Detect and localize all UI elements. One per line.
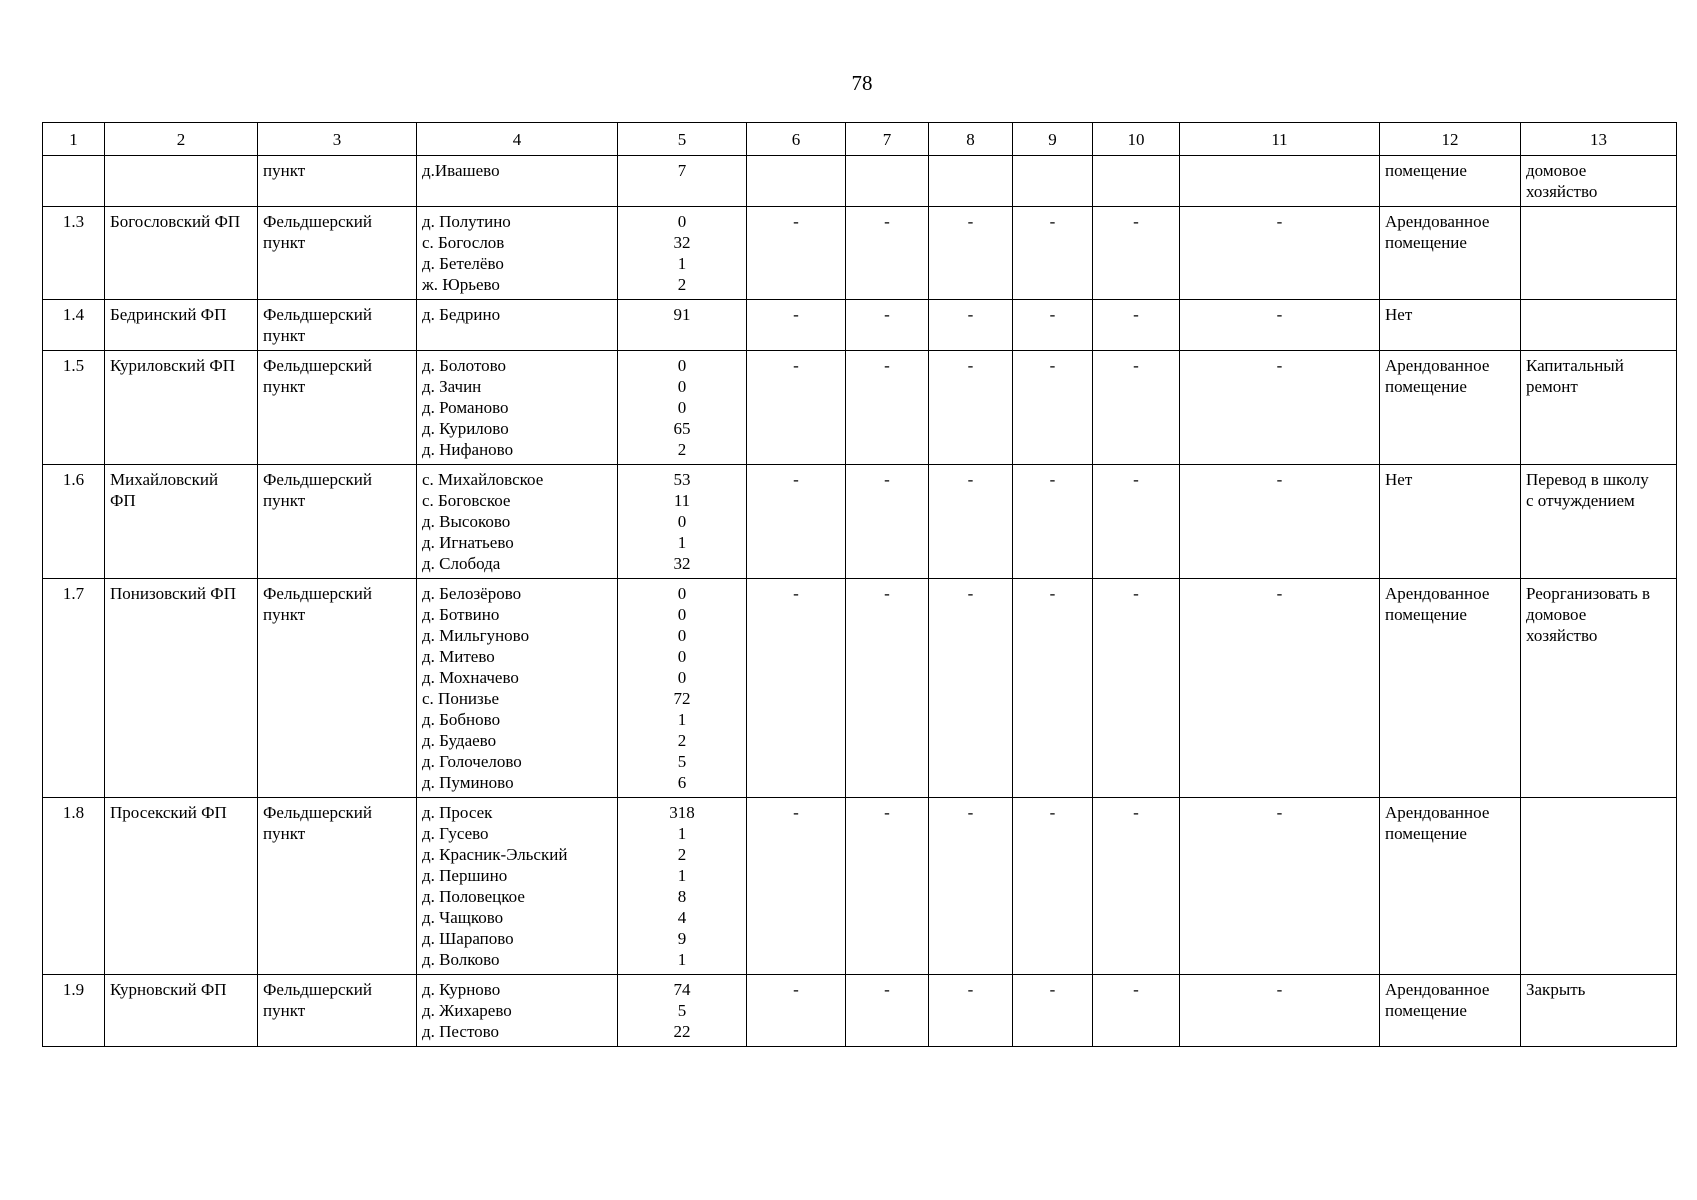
col6-cell: - bbox=[747, 207, 846, 300]
cell-line: домовое bbox=[1526, 161, 1587, 180]
col10-cell bbox=[1093, 156, 1180, 207]
facility-type-cell bbox=[258, 207, 417, 300]
cell-line: пункт bbox=[263, 491, 306, 510]
col8-cell: - bbox=[929, 207, 1013, 300]
column-header: 6 bbox=[747, 123, 846, 156]
cell-line: 2 bbox=[677, 731, 687, 750]
column-header: 2 bbox=[105, 123, 258, 156]
row-number-cell: 1.6 bbox=[43, 465, 105, 579]
cell-line: с. Боговское bbox=[422, 491, 511, 510]
cell-line: Просекский ФП bbox=[110, 803, 227, 822]
column-header: 1 bbox=[43, 123, 105, 156]
col11-cell: - bbox=[1180, 975, 1380, 1047]
cell-line: пункт bbox=[263, 824, 306, 843]
col11-cell: - bbox=[1180, 207, 1380, 300]
col8-cell: - bbox=[929, 975, 1013, 1047]
cell-line: Арендованное bbox=[1385, 356, 1490, 375]
cell-line: 0 bbox=[677, 377, 687, 396]
col7-cell: - bbox=[846, 798, 929, 975]
cell-line: д. Зачин bbox=[422, 377, 482, 396]
population-cell bbox=[618, 798, 747, 975]
col6-cell: - bbox=[747, 975, 846, 1047]
col11-cell: - bbox=[1180, 465, 1380, 579]
cell-line: д. Болотово bbox=[422, 356, 507, 375]
premises-cell bbox=[1380, 156, 1521, 207]
row-number-cell: 1.8 bbox=[43, 798, 105, 975]
note-cell bbox=[1521, 798, 1677, 975]
col10-cell: - bbox=[1093, 975, 1180, 1047]
population-cell bbox=[618, 156, 747, 207]
cell-line: д. Игнатьево bbox=[422, 533, 514, 552]
column-header: 5 bbox=[618, 123, 747, 156]
column-header: 13 bbox=[1521, 123, 1677, 156]
cell-line: 9 bbox=[677, 929, 687, 948]
facility-name-cell bbox=[105, 465, 258, 579]
cell-line: д. Чащково bbox=[422, 908, 504, 927]
col9-cell: - bbox=[1013, 975, 1093, 1047]
cell-line: 1 bbox=[677, 950, 687, 969]
col7-cell: - bbox=[846, 579, 929, 798]
cell-line: 1 bbox=[677, 533, 687, 552]
column-header: 12 bbox=[1380, 123, 1521, 156]
cell-line: с отчуждением bbox=[1526, 491, 1635, 510]
cell-line: 0 bbox=[677, 212, 687, 231]
cell-line: 7 bbox=[677, 161, 687, 180]
cell-line: 1 bbox=[677, 710, 687, 729]
cell-line: Закрыть bbox=[1526, 980, 1586, 999]
cell-line: д. Половецкое bbox=[422, 887, 525, 906]
cell-line: д. Полутино bbox=[422, 212, 511, 231]
settlements-cell bbox=[417, 207, 618, 300]
col9-cell: - bbox=[1013, 207, 1093, 300]
col7-cell: - bbox=[846, 351, 929, 465]
note-cell bbox=[1521, 156, 1677, 207]
note-cell bbox=[1521, 351, 1677, 465]
cell-line: 0 bbox=[677, 605, 687, 624]
col6-cell: - bbox=[747, 798, 846, 975]
facility-name-cell bbox=[105, 156, 258, 207]
cell-line: Арендованное bbox=[1385, 803, 1490, 822]
cell-line: помещение bbox=[1385, 1001, 1467, 1020]
col8-cell bbox=[929, 156, 1013, 207]
cell-line: 22 bbox=[673, 1022, 691, 1041]
cell-line: Бедринский ФП bbox=[110, 305, 227, 324]
note-cell bbox=[1521, 465, 1677, 579]
col9-cell: - bbox=[1013, 351, 1093, 465]
cell-line: пункт bbox=[263, 161, 306, 180]
population-cell bbox=[618, 579, 747, 798]
note-cell bbox=[1521, 207, 1677, 300]
note-cell bbox=[1521, 579, 1677, 798]
facility-type-cell bbox=[258, 156, 417, 207]
cell-line: помещение bbox=[1385, 233, 1467, 252]
cell-line: ФП bbox=[110, 491, 136, 510]
column-number-row bbox=[43, 123, 1677, 156]
cell-line: д. Романово bbox=[422, 398, 509, 417]
cell-line: Фельдшерский bbox=[263, 356, 372, 375]
cell-line: 65 bbox=[673, 419, 691, 438]
cell-line: д. Ботвино bbox=[422, 605, 500, 624]
cell-line: Арендованное bbox=[1385, 980, 1490, 999]
col6-cell bbox=[747, 156, 846, 207]
population-cell bbox=[618, 300, 747, 351]
cell-line: д. Курново bbox=[422, 980, 501, 999]
note-cell bbox=[1521, 975, 1677, 1047]
col7-cell: - bbox=[846, 465, 929, 579]
cell-line: Фельдшерский bbox=[263, 470, 372, 489]
cell-line: помещение bbox=[1385, 161, 1467, 180]
cell-line: пункт bbox=[263, 233, 306, 252]
cell-line: д. Голочелово bbox=[422, 752, 522, 771]
cell-line: д. Мильгуново bbox=[422, 626, 530, 645]
cell-line: д. Пестово bbox=[422, 1022, 500, 1041]
col10-cell: - bbox=[1093, 579, 1180, 798]
cell-line: домовое bbox=[1526, 605, 1587, 624]
col9-cell: - bbox=[1013, 798, 1093, 975]
cell-line: Курновский ФП bbox=[110, 980, 227, 999]
cell-line: 4 bbox=[677, 908, 687, 927]
table-row bbox=[43, 156, 1677, 207]
cell-line: Михайловский bbox=[110, 470, 219, 489]
population-cell bbox=[618, 207, 747, 300]
cell-line: Фельдшерский bbox=[263, 980, 372, 999]
column-header: 9 bbox=[1013, 123, 1093, 156]
table-row bbox=[43, 798, 1677, 975]
col7-cell: - bbox=[846, 975, 929, 1047]
cell-line: помещение bbox=[1385, 377, 1467, 396]
table-row bbox=[43, 975, 1677, 1047]
facility-name-cell bbox=[105, 579, 258, 798]
col10-cell: - bbox=[1093, 300, 1180, 351]
cell-line: ремонт bbox=[1526, 377, 1578, 396]
cell-line: 0 bbox=[677, 356, 687, 375]
table-row bbox=[43, 579, 1677, 798]
cell-line: 0 bbox=[677, 398, 687, 417]
cell-line: Перевод в школу bbox=[1526, 470, 1649, 489]
cell-line: Реорганизовать в bbox=[1526, 584, 1650, 603]
facilities-table bbox=[42, 122, 1677, 1047]
settlements-cell bbox=[417, 351, 618, 465]
col10-cell: - bbox=[1093, 798, 1180, 975]
cell-line: д. Будаево bbox=[422, 731, 497, 750]
col10-cell: - bbox=[1093, 351, 1180, 465]
column-header: 4 bbox=[417, 123, 618, 156]
cell-line: д. Бобново bbox=[422, 710, 501, 729]
settlements-cell bbox=[417, 579, 618, 798]
premises-cell bbox=[1380, 975, 1521, 1047]
cell-line: 72 bbox=[673, 689, 691, 708]
cell-line: д. Красник-Эльский bbox=[422, 845, 568, 864]
cell-line: д. Жихарево bbox=[422, 1001, 512, 1020]
cell-line: д. Курилово bbox=[422, 419, 509, 438]
cell-line: д. Бетелёво bbox=[422, 254, 504, 273]
column-header: 11 bbox=[1180, 123, 1380, 156]
cell-line: Понизовский ФП bbox=[110, 584, 236, 603]
facility-type-cell bbox=[258, 798, 417, 975]
col11-cell: - bbox=[1180, 798, 1380, 975]
cell-line: д. Шарапово bbox=[422, 929, 514, 948]
cell-line: Нет bbox=[1385, 305, 1413, 324]
col10-cell: - bbox=[1093, 207, 1180, 300]
cell-line: 0 bbox=[677, 584, 687, 603]
cell-line: хозяйство bbox=[1526, 626, 1598, 645]
cell-line: д.Ивашево bbox=[422, 161, 500, 180]
cell-line: Нет bbox=[1385, 470, 1413, 489]
cell-line: 5 bbox=[677, 1001, 687, 1020]
col10-cell: - bbox=[1093, 465, 1180, 579]
column-header: 3 bbox=[258, 123, 417, 156]
cell-line: 74 bbox=[673, 980, 691, 999]
cell-line: 11 bbox=[673, 491, 691, 510]
cell-line: хозяйство bbox=[1526, 182, 1598, 201]
settlements-cell bbox=[417, 975, 618, 1047]
cell-line: 0 bbox=[677, 668, 687, 687]
table-row bbox=[43, 351, 1677, 465]
population-cell bbox=[618, 975, 747, 1047]
premises-cell bbox=[1380, 351, 1521, 465]
cell-line: д. Мохначево bbox=[422, 668, 519, 687]
cell-line: д. Пуминово bbox=[422, 773, 514, 792]
column-header: 10 bbox=[1093, 123, 1180, 156]
premises-cell bbox=[1380, 465, 1521, 579]
facility-type-cell bbox=[258, 975, 417, 1047]
cell-line: Арендованное bbox=[1385, 212, 1490, 231]
col8-cell: - bbox=[929, 579, 1013, 798]
cell-line: д. Нифаново bbox=[422, 440, 514, 459]
population-cell bbox=[618, 351, 747, 465]
col9-cell bbox=[1013, 156, 1093, 207]
cell-line: 91 bbox=[673, 305, 691, 324]
facility-name-cell bbox=[105, 300, 258, 351]
cell-line: 8 bbox=[677, 887, 687, 906]
cell-line: Куриловский ФП bbox=[110, 356, 236, 375]
cell-line: д. Бедрино bbox=[422, 305, 501, 324]
cell-line: Капитальный bbox=[1526, 356, 1624, 375]
col8-cell: - bbox=[929, 351, 1013, 465]
cell-line: д. Слобода bbox=[422, 554, 501, 573]
note-cell bbox=[1521, 300, 1677, 351]
col9-cell: - bbox=[1013, 300, 1093, 351]
col8-cell: - bbox=[929, 465, 1013, 579]
cell-line: 1 bbox=[677, 866, 687, 885]
cell-line: 318 bbox=[669, 803, 695, 822]
cell-line: Фельдшерский bbox=[263, 212, 372, 231]
table-row bbox=[43, 465, 1677, 579]
row-number-cell: 1.5 bbox=[43, 351, 105, 465]
column-header: 7 bbox=[846, 123, 929, 156]
facility-name-cell bbox=[105, 975, 258, 1047]
col11-cell bbox=[1180, 156, 1380, 207]
cell-line: д. Волково bbox=[422, 950, 500, 969]
column-header: 8 bbox=[929, 123, 1013, 156]
cell-line: д. Митево bbox=[422, 647, 495, 666]
col8-cell: - bbox=[929, 798, 1013, 975]
col11-cell: - bbox=[1180, 579, 1380, 798]
facility-type-cell bbox=[258, 579, 417, 798]
cell-line: д. Просек bbox=[422, 803, 493, 822]
col7-cell: - bbox=[846, 300, 929, 351]
row-number-cell: 1.9 bbox=[43, 975, 105, 1047]
cell-line: 0 bbox=[677, 512, 687, 531]
premises-cell bbox=[1380, 207, 1521, 300]
col6-cell: - bbox=[747, 300, 846, 351]
facility-name-cell bbox=[105, 351, 258, 465]
cell-line: пункт bbox=[263, 377, 306, 396]
cell-line: Богословский ФП bbox=[110, 212, 241, 231]
settlements-cell bbox=[417, 156, 618, 207]
facility-type-cell bbox=[258, 351, 417, 465]
col11-cell: - bbox=[1180, 351, 1380, 465]
col6-cell: - bbox=[747, 465, 846, 579]
cell-line: с. Понизье bbox=[422, 689, 500, 708]
cell-line: Фельдшерский bbox=[263, 584, 372, 603]
facility-name-cell bbox=[105, 798, 258, 975]
cell-line: 53 bbox=[673, 470, 691, 489]
cell-line: д. Белозёрово bbox=[422, 584, 522, 603]
cell-line: помещение bbox=[1385, 605, 1467, 624]
facility-name-cell bbox=[105, 207, 258, 300]
cell-line: 5 bbox=[677, 752, 687, 771]
settlements-cell bbox=[417, 300, 618, 351]
population-cell bbox=[618, 465, 747, 579]
settlements-cell bbox=[417, 465, 618, 579]
cell-line: 0 bbox=[677, 626, 687, 645]
col7-cell bbox=[846, 156, 929, 207]
row-number-cell bbox=[43, 156, 105, 207]
col7-cell: - bbox=[846, 207, 929, 300]
col9-cell: - bbox=[1013, 579, 1093, 798]
cell-line: 2 bbox=[677, 275, 687, 294]
cell-line: Арендованное bbox=[1385, 584, 1490, 603]
cell-line: д. Гусево bbox=[422, 824, 489, 843]
cell-line: Фельдшерский bbox=[263, 803, 372, 822]
col9-cell: - bbox=[1013, 465, 1093, 579]
cell-line: 32 bbox=[673, 233, 691, 252]
table-row bbox=[43, 300, 1677, 351]
cell-line: д. Высоково bbox=[422, 512, 511, 531]
row-number-cell: 1.3 bbox=[43, 207, 105, 300]
cell-line: пункт bbox=[263, 605, 306, 624]
premises-cell bbox=[1380, 579, 1521, 798]
row-number-cell: 1.4 bbox=[43, 300, 105, 351]
row-number-cell: 1.7 bbox=[43, 579, 105, 798]
cell-line: помещение bbox=[1385, 824, 1467, 843]
cell-line: 1 bbox=[677, 824, 687, 843]
col6-cell: - bbox=[747, 351, 846, 465]
cell-line: 2 bbox=[677, 845, 687, 864]
page-number: 78 bbox=[851, 71, 873, 95]
cell-line: 0 bbox=[677, 647, 687, 666]
cell-line: 1 bbox=[677, 254, 687, 273]
cell-line: пункт bbox=[263, 1001, 306, 1020]
cell-line: Фельдшерский bbox=[263, 305, 372, 324]
table-body bbox=[43, 156, 1677, 1047]
cell-line: 6 bbox=[677, 773, 687, 792]
facility-type-cell bbox=[258, 465, 417, 579]
cell-line: 2 bbox=[677, 440, 687, 459]
cell-line: с. Богослов bbox=[422, 233, 505, 252]
settlements-cell bbox=[417, 798, 618, 975]
premises-cell bbox=[1380, 300, 1521, 351]
col8-cell: - bbox=[929, 300, 1013, 351]
premises-cell bbox=[1380, 798, 1521, 975]
cell-line: 32 bbox=[673, 554, 691, 573]
cell-line: ж. Юрьево bbox=[422, 275, 500, 294]
table-row bbox=[43, 207, 1677, 300]
cell-line: д. Першино bbox=[422, 866, 508, 885]
cell-line: с. Михайловское bbox=[422, 470, 544, 489]
col11-cell: - bbox=[1180, 300, 1380, 351]
facility-type-cell bbox=[258, 300, 417, 351]
col6-cell: - bbox=[747, 579, 846, 798]
cell-line: пункт bbox=[263, 326, 306, 345]
